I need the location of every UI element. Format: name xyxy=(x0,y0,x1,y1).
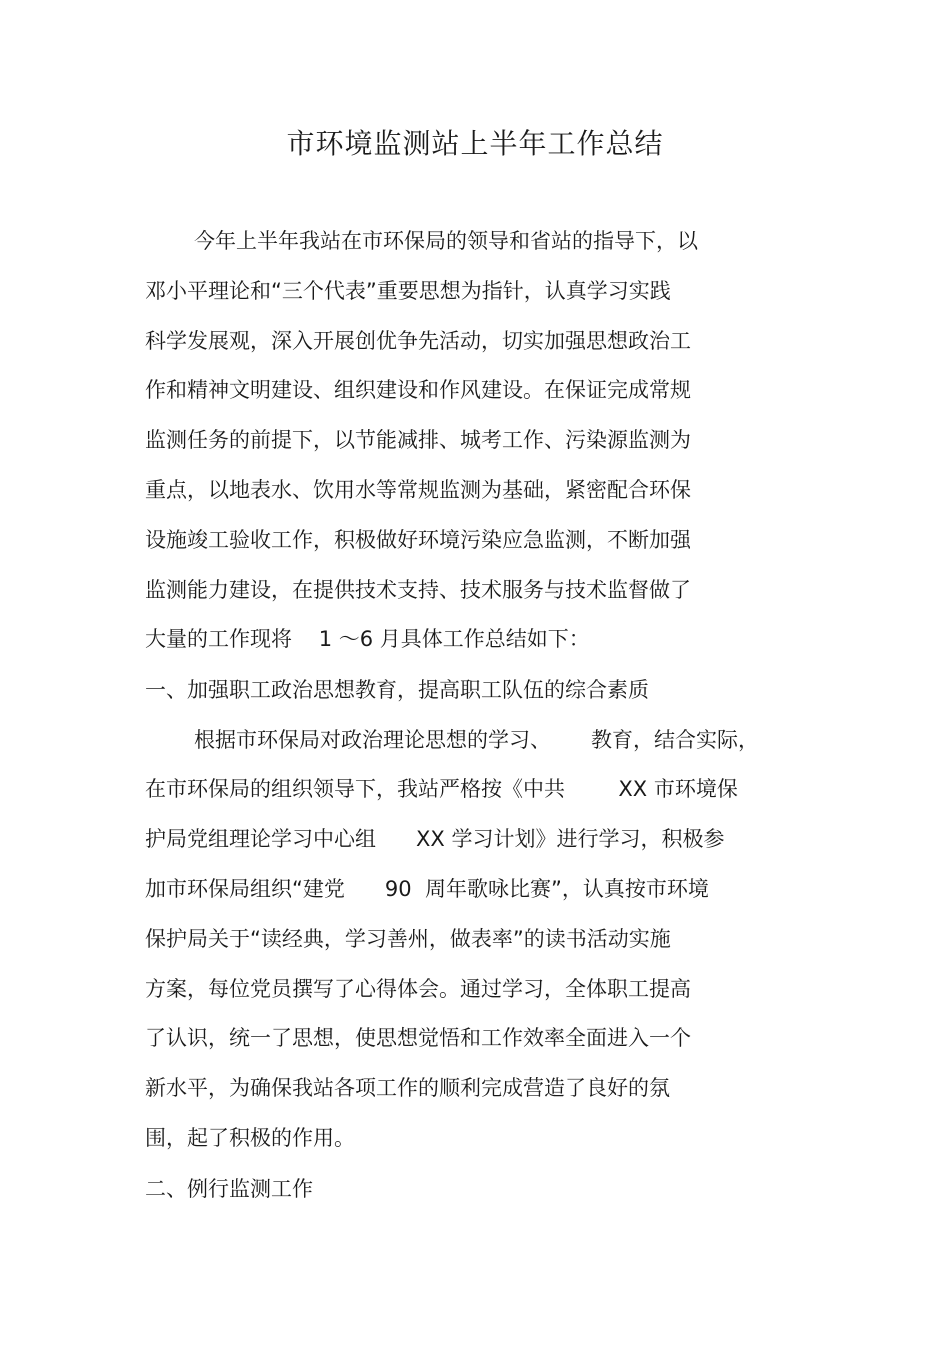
paragraph-line: 科学发展观，深入开展创优争先活动，切实加强思想政治工 xyxy=(145,329,691,353)
paragraph-line: 根据市环保局对政治理论思想的学习、 教育，结合实际， xyxy=(194,728,760,752)
paragraph-line: 监测能力建设，在提供技术支持、技术服务与技术监督做了 xyxy=(145,578,691,602)
paragraph-line: 今年上半年我站在市环保局的领导和省站的指导下，以 xyxy=(194,229,698,253)
paragraph-line: 了认识，统一了思想，使思想觉悟和工作效率全面进入一个 xyxy=(145,1026,691,1050)
section-heading-2: 二、例行监测工作 xyxy=(145,1177,313,1201)
paragraph-line: 保护局关于“读经典，学习善州，做表率”的读书活动实施 xyxy=(145,927,671,951)
document-title: 市环境监测站上半年工作总结 xyxy=(286,127,664,160)
paragraph-line: 围，起了积极的作用。 xyxy=(145,1126,355,1150)
paragraph-line: 邓小平理论和“三个代表”重要思想为指针，认真学习实践 xyxy=(145,279,671,303)
paragraph-line: 作和精神文明建设、组织建设和作风建设。在保证完成常规 xyxy=(145,378,691,402)
paragraph-line: 在市环保局的组织领导下，我站严格按《中共 XX 市环境保 xyxy=(145,777,738,801)
paragraph-line: 新水平，为确保我站各项工作的顺利完成营造了良好的氛 xyxy=(145,1076,670,1100)
paragraph-line: 大量的工作现将 1 ～6 月具体工作总结如下： xyxy=(145,627,590,651)
paragraph-line: 护局党组理论学习中心组 XX 学习计划》进行学习，积极参 xyxy=(145,827,725,851)
paragraph-line: 设施竣工验收工作，积极做好环境污染应急监测，不断加强 xyxy=(145,528,691,552)
paragraph-line: 监测任务的前提下，以节能减排、城考工作、污染源监测为 xyxy=(145,428,691,452)
paragraph-line: 加市环保局组织“建党 90 周年歌咏比赛”，认真按市环境 xyxy=(145,877,709,901)
section-heading-1: 一、加强职工政治思想教育，提高职工队伍的综合素质 xyxy=(145,678,649,702)
paragraph-line: 重点，以地表水、饮用水等常规监测为基础，紧密配合环保 xyxy=(145,478,691,502)
paragraph-line: 方案，每位党员撰写了心得体会。通过学习，全体职工提高 xyxy=(145,977,691,1001)
